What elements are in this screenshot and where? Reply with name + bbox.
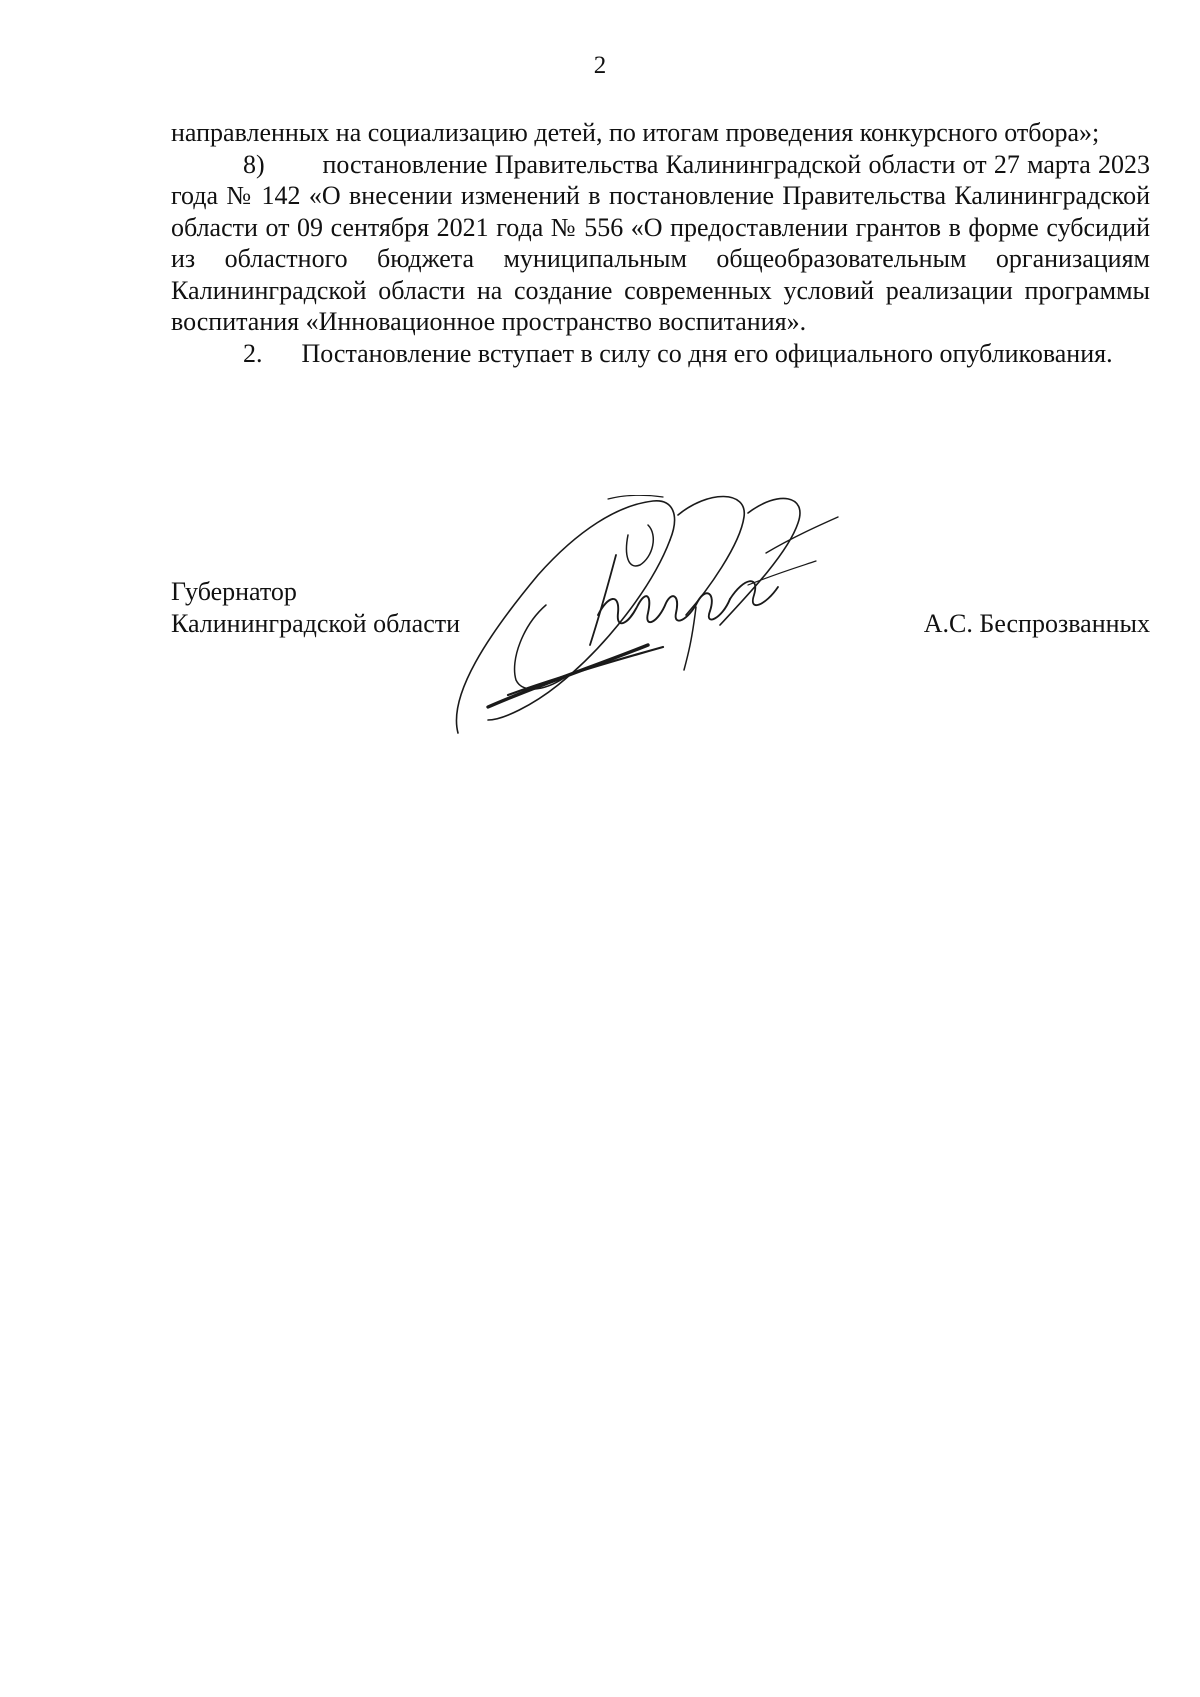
document-body	[171, 117, 1150, 369]
signatory-title	[171, 576, 460, 639]
paragraph-continuation: направленных на социализацию детей, по итогам проведения конкурсного отбора»;	[171, 118, 1100, 147]
signatory-title-line-1: Губернатор	[171, 577, 297, 606]
signatory-name: А.С. Беспрозванных	[923, 608, 1150, 638]
paragraph-item-8: 8) постановление Правительства Калининградской области от 27 марта 2023 года № 142 «О внесении изменений в постановление Правительства Калининградской области от 09 сентября 2021 года № 556 «О предоставлении грантов в форме субсидий из областного бюджета муниципальным общеобразовательным организациям Калининградской области на создание современных условий реализации программы воспитания «Инновационное пространство воспитания».	[171, 149, 1150, 336]
page-number: 2	[593, 52, 607, 79]
paragraph-item-2: 2. Постановление вступает в силу со дня его официального опубликования.	[243, 338, 1113, 368]
handwritten-signature-icon	[448, 495, 908, 735]
signatory-title-line-2: Калининградской области	[171, 608, 461, 638]
